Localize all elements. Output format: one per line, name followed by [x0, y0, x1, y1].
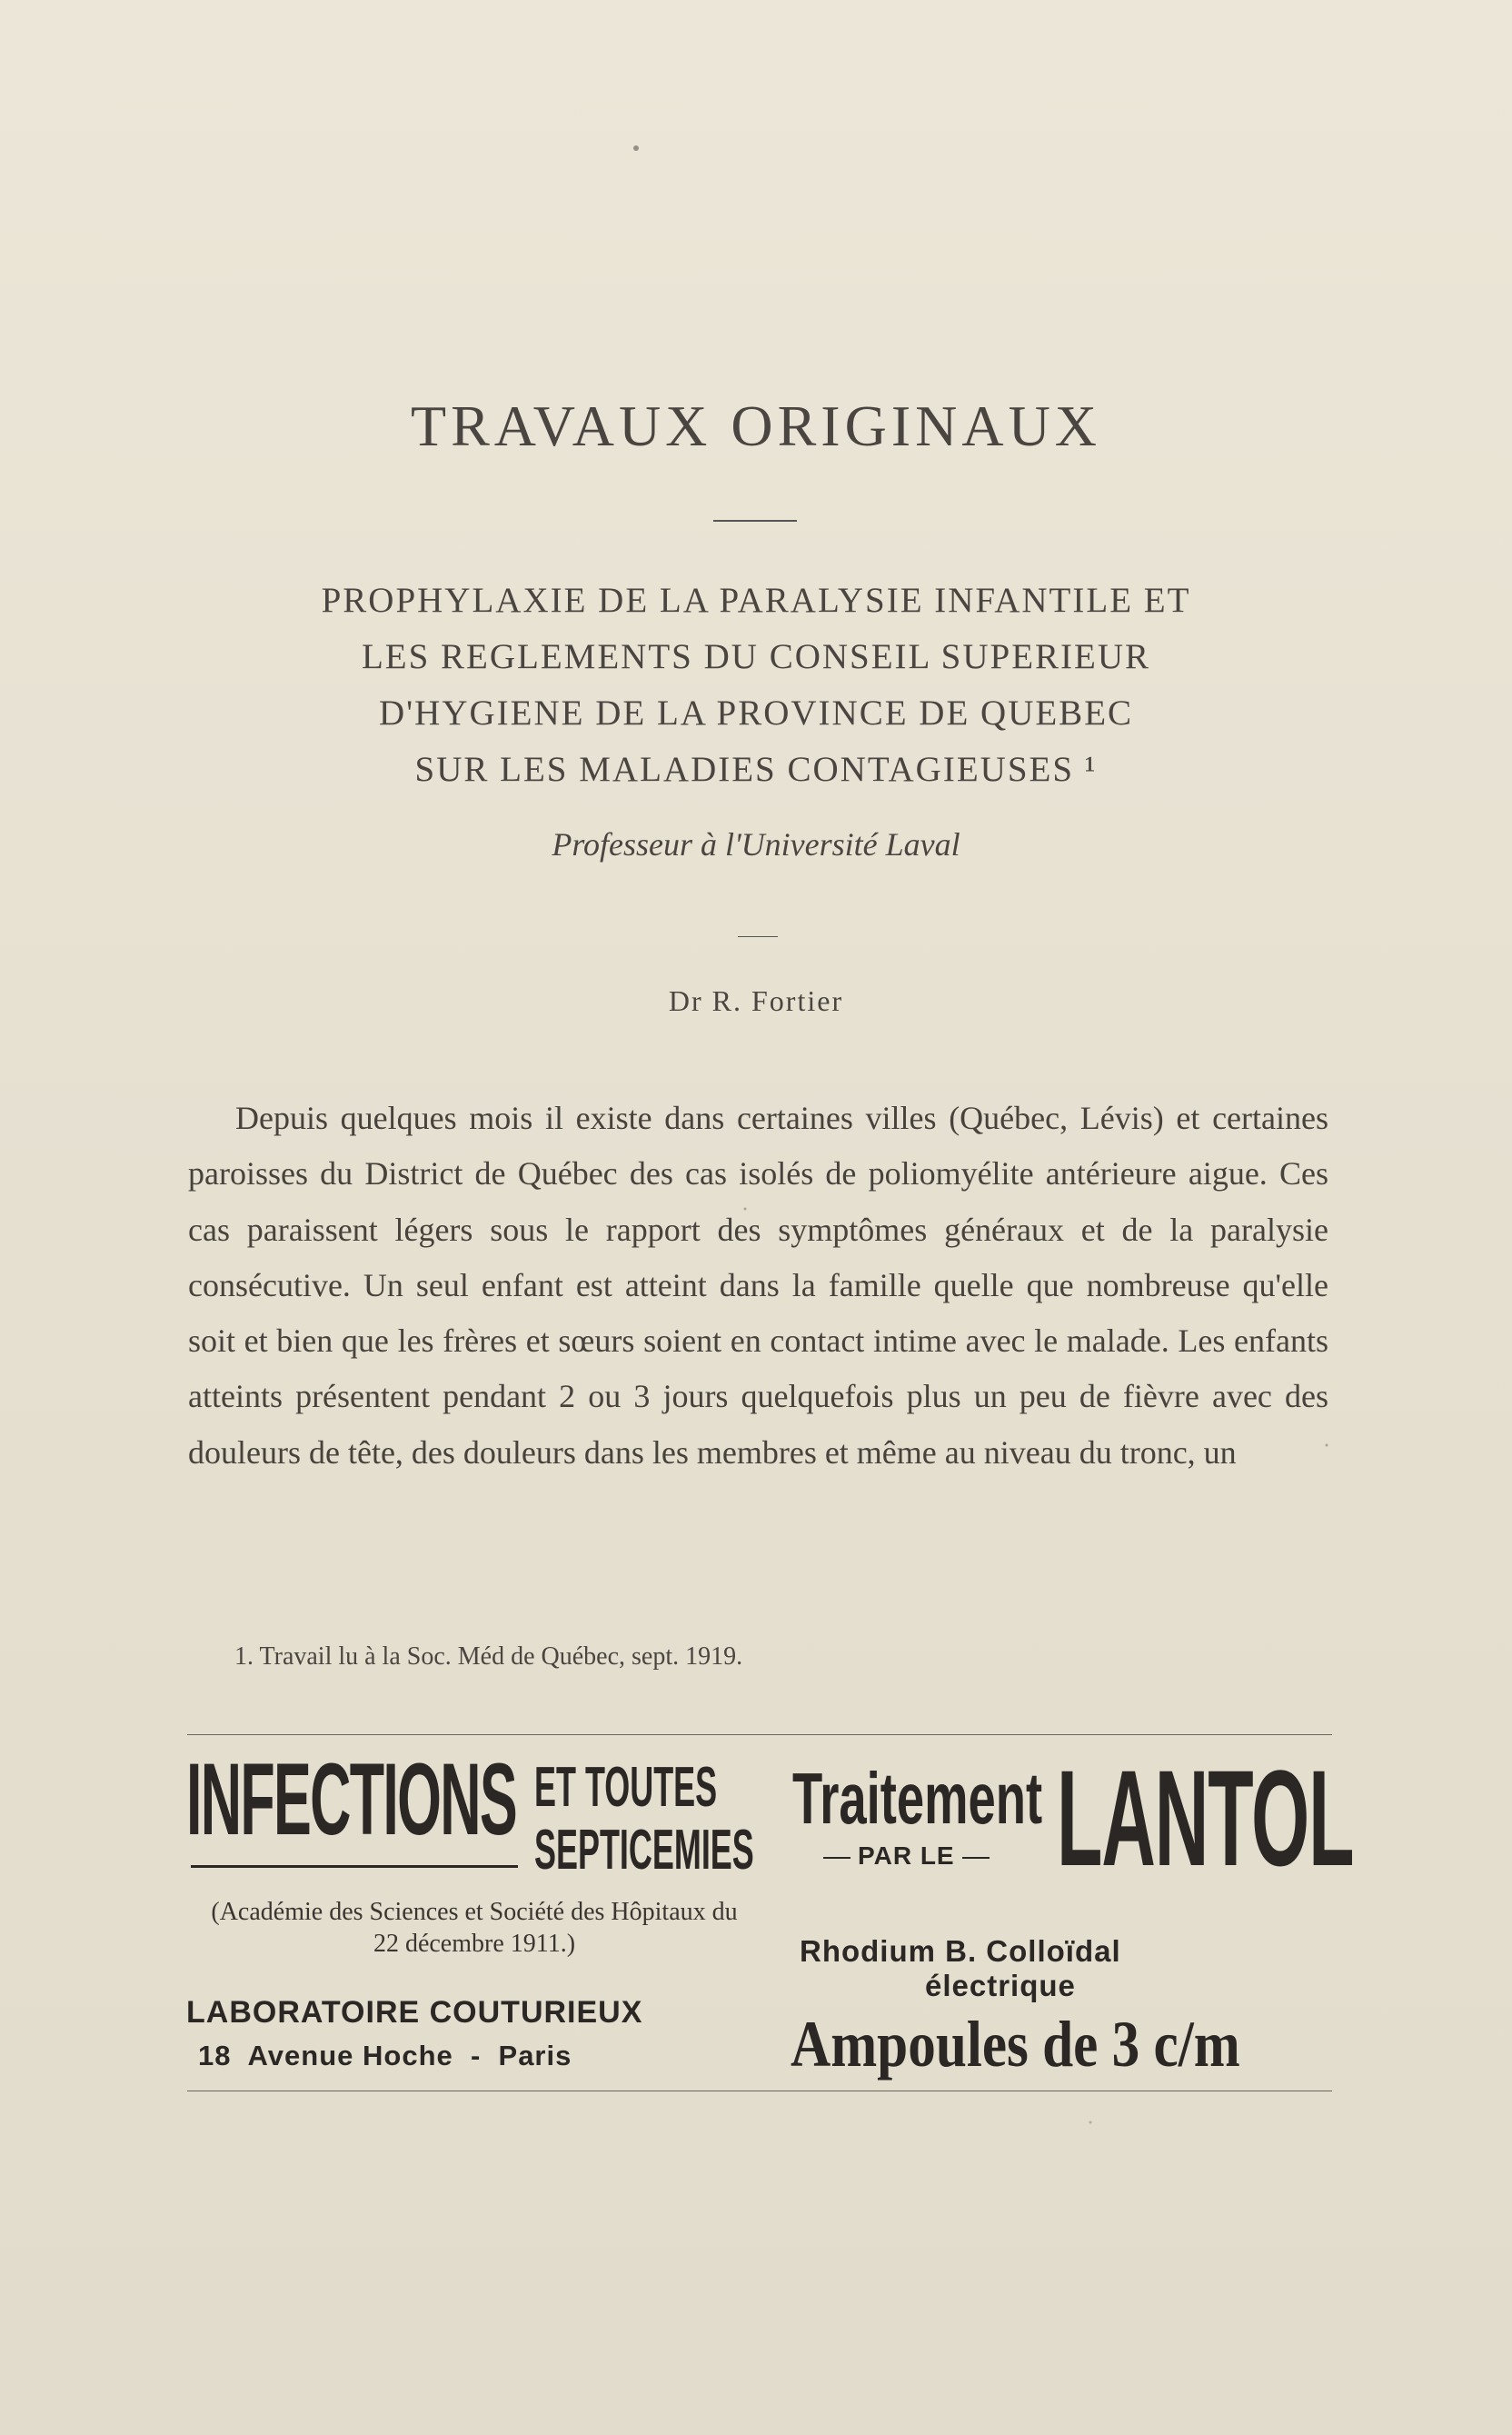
ad-ampoules: Ampoules de 3 c/m: [791, 2008, 1240, 2081]
article-title-line: SUR LES MALADIES CONTAGIEUSES ¹: [414, 750, 1098, 789]
ad-headline: INFECTIONS: [186, 1742, 517, 1856]
article-title-line: D'HYGIENE DE LA PROVINCE DE QUEBEC: [378, 694, 1134, 733]
footnote: 1. Travail lu à la Soc. Méd de Québec, sept. 1919.: [234, 1642, 743, 1671]
ad-laboratory: LABORATOIRE COUTURIEUX: [186, 1995, 643, 2030]
article-title: [182, 573, 1330, 798]
ad-treatment: Traitement: [792, 1758, 1043, 1839]
author-name: Dr R. Fortier: [668, 984, 844, 1017]
author-divider: [738, 936, 778, 937]
article-title-line: LES REGLEMENTS DU CONSEIL SUPERIEUR: [361, 637, 1151, 676]
ad-headline-underline: [191, 1865, 518, 1868]
ad-top-rule: [187, 1734, 1332, 1735]
title-divider: [713, 520, 797, 522]
section-title: TRAVAUX ORIGINAUX: [411, 394, 1101, 458]
author-affiliation: Professeur à l'Université Laval: [552, 826, 960, 863]
ad-subhead-line1: ET TOUTES: [534, 1756, 718, 1819]
article-body: Depuis quelques mois il existe dans certaines villes (Québec, Lévis) et certaines paroisses du District de Québec des cas isolés de poliomyélite antérieure aigue. Ces cas paraissent légers sous le rapport des symptômes généraux et de la paralysie consécutive. Un seul enfant est atteint dans la famille quelle que nombreuse qu'elle soit et bien que les frères et sœurs soient en contact intime avec le malade. Les enfants atteints présentent pendant 2 ou 3 jours quelquefois plus un peu de fièvre avec des douleurs de tête, des douleurs dans les membres et même au niveau du tronc, un: [188, 1100, 1328, 1471]
article-title-line: PROPHYLAXIE DE LA PARALYSIE INFANTILE ET: [321, 581, 1191, 620]
dash-left: [823, 1857, 850, 1859]
ad-address: 18 Avenue Hoche - Paris: [198, 2040, 572, 2071]
ad-by-the: [816, 1841, 997, 1871]
ad-product-name: LANTOL: [1057, 1741, 1354, 1894]
ad-electric: électrique: [925, 1969, 1076, 2002]
ad-subhead-line2: SEPTICEMIES: [534, 1819, 754, 1881]
ad-rhodium: Rhodium B. Colloïdal: [800, 1934, 1121, 1968]
dash-right: [962, 1857, 990, 1859]
ad-academy-note: (Académie des Sciences et Société des Hôpitaux du 22 décembre 1911.): [211, 1898, 738, 1958]
ad-by-the-text: PAR LE: [858, 1841, 955, 1870]
